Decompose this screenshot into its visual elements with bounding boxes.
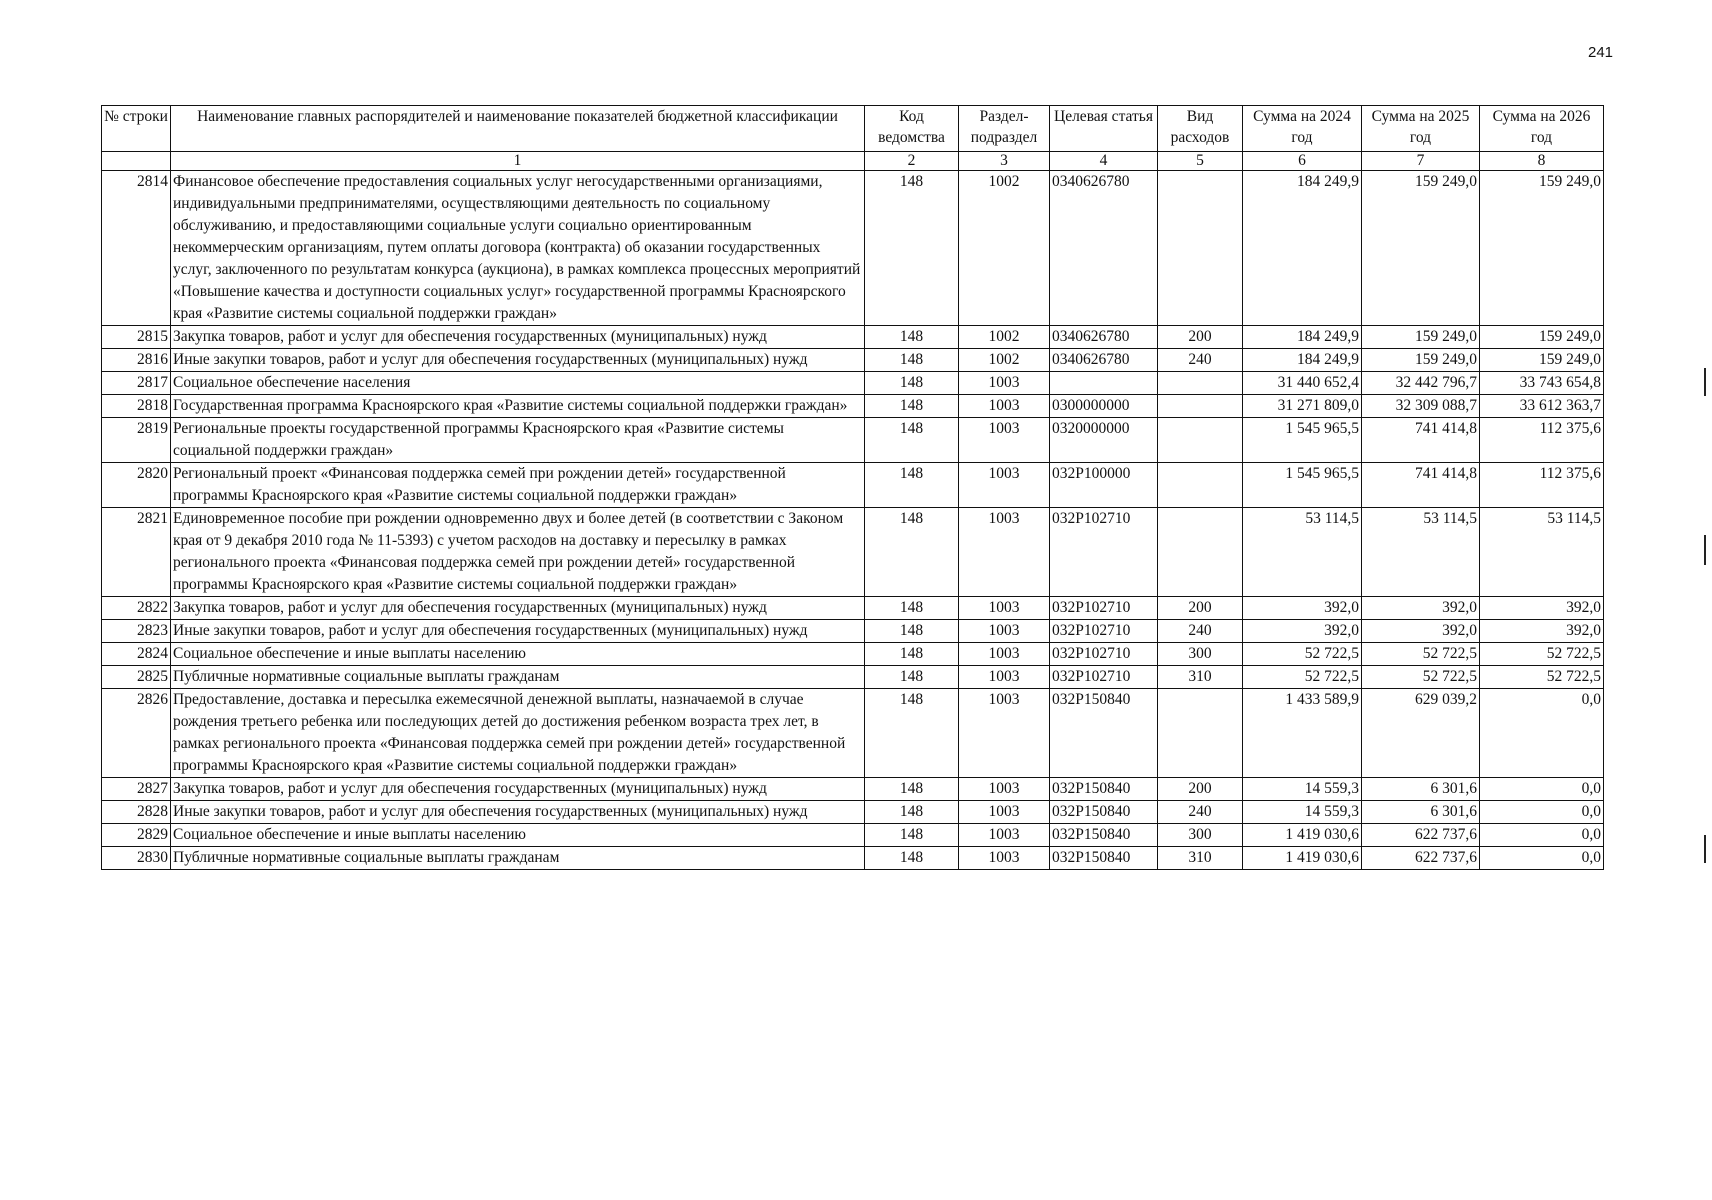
row-number: 2815	[102, 326, 171, 349]
row-name: Иные закупки товаров, работ и услуг для обеспечения государственных (муниципальных) нужд	[171, 801, 865, 824]
row-target-code: 032P150840	[1050, 778, 1158, 801]
row-target-code: 032P102710	[1050, 643, 1158, 666]
row-name: Социальное обеспечение и иные выплаты населению	[171, 824, 865, 847]
row-dept-code: 148	[865, 847, 959, 870]
row-sum-2026: 53 114,5	[1480, 508, 1604, 597]
row-sum-2024: 1 419 030,6	[1243, 824, 1362, 847]
row-section-code: 1002	[959, 171, 1050, 326]
table-row	[102, 372, 1604, 395]
row-number: 2825	[102, 666, 171, 689]
table-row	[102, 666, 1604, 689]
table-row	[102, 689, 1604, 778]
row-sum-2026: 159 249,0	[1480, 171, 1604, 326]
row-expense-kind: 310	[1158, 847, 1243, 870]
row-sum-2025: 159 249,0	[1362, 171, 1480, 326]
row-section-code: 1003	[959, 463, 1050, 508]
row-sum-2026: 52 722,5	[1480, 666, 1604, 689]
row-sum-2026: 112 375,6	[1480, 418, 1604, 463]
budget-table	[101, 105, 1604, 870]
row-number: 2824	[102, 643, 171, 666]
column-number: 1	[171, 152, 865, 171]
row-sum-2026: 112 375,6	[1480, 463, 1604, 508]
row-name: Публичные нормативные социальные выплаты гражданам	[171, 847, 865, 870]
row-number: 2828	[102, 801, 171, 824]
row-sum-2025: 159 249,0	[1362, 326, 1480, 349]
row-sum-2026: 392,0	[1480, 620, 1604, 643]
row-number: 2820	[102, 463, 171, 508]
table-row	[102, 801, 1604, 824]
row-target-code: 0340626780	[1050, 171, 1158, 326]
row-target-code: 032P102710	[1050, 508, 1158, 597]
row-name: Закупка товаров, работ и услуг для обеспечения государственных (муниципальных) нужд	[171, 326, 865, 349]
row-dept-code: 148	[865, 171, 959, 326]
scan-margin-mark	[1704, 835, 1706, 863]
column-number-row	[102, 152, 1604, 171]
row-target-code: 032P150840	[1050, 689, 1158, 778]
table-row	[102, 171, 1604, 326]
row-expense-kind	[1158, 395, 1243, 418]
row-dept-code: 148	[865, 349, 959, 372]
row-expense-kind	[1158, 171, 1243, 326]
row-target-code: 0320000000	[1050, 418, 1158, 463]
row-name: Социальное обеспечение и иные выплаты населению	[171, 643, 865, 666]
row-name: Региональный проект «Финансовая поддержка семей при рождении детей» государственной программы Красноярского края «Развитие системы социальной поддержки граждан»	[171, 463, 865, 508]
header-row-no: № строки	[102, 106, 171, 152]
row-sum-2026: 159 249,0	[1480, 349, 1604, 372]
row-dept-code: 148	[865, 620, 959, 643]
scan-margin-mark	[1704, 368, 1706, 396]
row-target-code: 032P102710	[1050, 597, 1158, 620]
row-section-code: 1003	[959, 372, 1050, 395]
row-number: 2827	[102, 778, 171, 801]
row-sum-2026: 33 612 363,7	[1480, 395, 1604, 418]
row-sum-2026: 0,0	[1480, 801, 1604, 824]
row-dept-code: 148	[865, 643, 959, 666]
row-number: 2817	[102, 372, 171, 395]
row-dept-code: 148	[865, 372, 959, 395]
row-target-code: 032P150840	[1050, 801, 1158, 824]
row-expense-kind: 240	[1158, 801, 1243, 824]
column-number: 4	[1050, 152, 1158, 171]
row-section-code: 1002	[959, 326, 1050, 349]
row-section-code: 1003	[959, 395, 1050, 418]
row-dept-code: 148	[865, 463, 959, 508]
row-sum-2024: 1 545 965,5	[1243, 463, 1362, 508]
row-sum-2024: 392,0	[1243, 597, 1362, 620]
row-target-code: 032P102710	[1050, 666, 1158, 689]
header-sum-2025: Сумма на 2025 год	[1362, 106, 1480, 152]
row-sum-2025: 741 414,8	[1362, 418, 1480, 463]
table-row	[102, 463, 1604, 508]
column-number: 5	[1158, 152, 1243, 171]
row-target-code: 0340626780	[1050, 326, 1158, 349]
row-expense-kind	[1158, 689, 1243, 778]
row-number: 2814	[102, 171, 171, 326]
table-row	[102, 847, 1604, 870]
row-sum-2026: 52 722,5	[1480, 643, 1604, 666]
row-sum-2025: 32 309 088,7	[1362, 395, 1480, 418]
header-row	[102, 106, 1604, 152]
row-name: Иные закупки товаров, работ и услуг для обеспечения государственных (муниципальных) нужд	[171, 620, 865, 643]
table-row	[102, 349, 1604, 372]
column-number	[102, 152, 171, 171]
row-name: Предоставление, доставка и пересылка ежемесячной денежной выплаты, назначаемой в случае рождения третьего ребенка или последующих детей до достижения ребенком возраста трех лет, в рамках регионального проекта «Финансовая поддержка семей при рождении детей» государственной программы Красноярского края «Развитие системы социальной поддержки граждан»	[171, 689, 865, 778]
table-row	[102, 597, 1604, 620]
row-sum-2026: 392,0	[1480, 597, 1604, 620]
row-sum-2025: 6 301,6	[1362, 778, 1480, 801]
row-target-code: 032P150840	[1050, 847, 1158, 870]
table-row	[102, 326, 1604, 349]
row-expense-kind: 300	[1158, 643, 1243, 666]
row-expense-kind	[1158, 372, 1243, 395]
row-name: Региональные проекты государственной программы Красноярского края «Развитие системы социальной поддержки граждан»	[171, 418, 865, 463]
row-number: 2816	[102, 349, 171, 372]
row-number: 2829	[102, 824, 171, 847]
row-sum-2026: 0,0	[1480, 824, 1604, 847]
row-sum-2025: 159 249,0	[1362, 349, 1480, 372]
row-target-code	[1050, 372, 1158, 395]
row-sum-2025: 52 722,5	[1362, 666, 1480, 689]
row-expense-kind: 240	[1158, 349, 1243, 372]
row-sum-2025: 52 722,5	[1362, 643, 1480, 666]
row-target-code: 032P100000	[1050, 463, 1158, 508]
row-sum-2026: 0,0	[1480, 778, 1604, 801]
page-number: 241	[1588, 44, 1614, 61]
row-sum-2024: 1 419 030,6	[1243, 847, 1362, 870]
row-section-code: 1003	[959, 778, 1050, 801]
row-number: 2822	[102, 597, 171, 620]
row-sum-2024: 392,0	[1243, 620, 1362, 643]
row-sum-2024: 53 114,5	[1243, 508, 1362, 597]
column-number: 7	[1362, 152, 1480, 171]
row-sum-2025: 392,0	[1362, 597, 1480, 620]
row-dept-code: 148	[865, 326, 959, 349]
header-sum-2026: Сумма на 2026 год	[1480, 106, 1604, 152]
row-sum-2025: 392,0	[1362, 620, 1480, 643]
row-sum-2025: 32 442 796,7	[1362, 372, 1480, 395]
row-expense-kind	[1158, 418, 1243, 463]
row-name: Единовременное пособие при рождении одновременно двух и более детей (в соответствии с Законом края от 9 декабря 2010 года № 11-5393) с учетом расходов на доставку и пересылку в рамках регионального проекта «Финансовая поддержка семей при рождении детей» государственной программы Красноярского края «Развитие системы социальной поддержки граждан»	[171, 508, 865, 597]
row-sum-2026: 33 743 654,8	[1480, 372, 1604, 395]
row-dept-code: 148	[865, 418, 959, 463]
row-number: 2823	[102, 620, 171, 643]
column-number: 3	[959, 152, 1050, 171]
row-section-code: 1003	[959, 643, 1050, 666]
row-sum-2024: 184 249,9	[1243, 171, 1362, 326]
column-number: 2	[865, 152, 959, 171]
table-row	[102, 508, 1604, 597]
column-number: 8	[1480, 152, 1604, 171]
row-section-code: 1003	[959, 689, 1050, 778]
row-sum-2024: 14 559,3	[1243, 778, 1362, 801]
row-sum-2025: 6 301,6	[1362, 801, 1480, 824]
row-dept-code: 148	[865, 508, 959, 597]
row-sum-2024: 184 249,9	[1243, 326, 1362, 349]
table-row	[102, 778, 1604, 801]
row-expense-kind	[1158, 463, 1243, 508]
header-name: Наименование главных распорядителей и наименование показателей бюджетной классификации	[171, 106, 865, 152]
row-name: Иные закупки товаров, работ и услуг для обеспечения государственных (муниципальных) нужд	[171, 349, 865, 372]
row-section-code: 1003	[959, 666, 1050, 689]
row-section-code: 1003	[959, 801, 1050, 824]
table-row	[102, 620, 1604, 643]
row-expense-kind: 200	[1158, 778, 1243, 801]
row-number: 2821	[102, 508, 171, 597]
row-sum-2026: 159 249,0	[1480, 326, 1604, 349]
row-dept-code: 148	[865, 824, 959, 847]
header-dept: Код ведомства	[865, 106, 959, 152]
row-sum-2026: 0,0	[1480, 689, 1604, 778]
row-sum-2025: 622 737,6	[1362, 847, 1480, 870]
row-sum-2024: 14 559,3	[1243, 801, 1362, 824]
row-dept-code: 148	[865, 395, 959, 418]
row-sum-2024: 52 722,5	[1243, 643, 1362, 666]
row-sum-2024: 1 433 589,9	[1243, 689, 1362, 778]
row-target-code: 0340626780	[1050, 349, 1158, 372]
row-expense-kind: 200	[1158, 326, 1243, 349]
row-expense-kind: 200	[1158, 597, 1243, 620]
table-row	[102, 643, 1604, 666]
row-section-code: 1003	[959, 620, 1050, 643]
row-dept-code: 148	[865, 801, 959, 824]
header-section: Раздел-подраздел	[959, 106, 1050, 152]
row-number: 2830	[102, 847, 171, 870]
row-expense-kind	[1158, 508, 1243, 597]
row-name: Закупка товаров, работ и услуг для обеспечения государственных (муниципальных) нужд	[171, 778, 865, 801]
row-sum-2025: 622 737,6	[1362, 824, 1480, 847]
row-dept-code: 148	[865, 778, 959, 801]
row-sum-2025: 53 114,5	[1362, 508, 1480, 597]
row-expense-kind: 310	[1158, 666, 1243, 689]
row-dept-code: 148	[865, 689, 959, 778]
row-section-code: 1002	[959, 349, 1050, 372]
row-sum-2024: 184 249,9	[1243, 349, 1362, 372]
row-target-code: 0300000000	[1050, 395, 1158, 418]
row-sum-2024: 1 545 965,5	[1243, 418, 1362, 463]
row-name: Государственная программа Красноярского края «Развитие системы социальной поддержки граждан»	[171, 395, 865, 418]
row-name: Социальное обеспечение населения	[171, 372, 865, 395]
row-section-code: 1003	[959, 847, 1050, 870]
row-dept-code: 148	[865, 597, 959, 620]
row-number: 2818	[102, 395, 171, 418]
row-dept-code: 148	[865, 666, 959, 689]
scan-margin-mark	[1704, 535, 1706, 565]
row-section-code: 1003	[959, 508, 1050, 597]
row-sum-2024: 31 440 652,4	[1243, 372, 1362, 395]
header-kind: Вид расходов	[1158, 106, 1243, 152]
row-sum-2025: 741 414,8	[1362, 463, 1480, 508]
row-sum-2024: 31 271 809,0	[1243, 395, 1362, 418]
row-number: 2826	[102, 689, 171, 778]
row-name: Закупка товаров, работ и услуг для обеспечения государственных (муниципальных) нужд	[171, 597, 865, 620]
row-number: 2819	[102, 418, 171, 463]
row-section-code: 1003	[959, 824, 1050, 847]
row-name: Финансовое обеспечение предоставления социальных услуг негосударственными организациями, индивидуальными предпринимателями, осуществляющими деятельность по социальному обслуживанию, и предоставляющими социальные услуги социально ориентированным некоммерческим организациям, путем оплаты договора (контракта) об оказании государственных услуг, заключенного по результатам конкурса (аукциона), в рамках комплекса процессных мероприятий «Повышение качества и доступности социальных услуг» государственной программы Красноярского края «Развитие системы социальной поддержки граждан»	[171, 171, 865, 326]
header-target: Целевая статья	[1050, 106, 1158, 152]
table-row	[102, 395, 1604, 418]
row-name: Публичные нормативные социальные выплаты гражданам	[171, 666, 865, 689]
row-section-code: 1003	[959, 418, 1050, 463]
header-sum-2024: Сумма на 2024 год	[1243, 106, 1362, 152]
column-number: 6	[1243, 152, 1362, 171]
row-sum-2024: 52 722,5	[1243, 666, 1362, 689]
row-target-code: 032P102710	[1050, 620, 1158, 643]
row-expense-kind: 240	[1158, 620, 1243, 643]
row-section-code: 1003	[959, 597, 1050, 620]
row-sum-2026: 0,0	[1480, 847, 1604, 870]
table-row	[102, 824, 1604, 847]
table-row	[102, 418, 1604, 463]
row-target-code: 032P150840	[1050, 824, 1158, 847]
row-sum-2025: 629 039,2	[1362, 689, 1480, 778]
row-expense-kind: 300	[1158, 824, 1243, 847]
